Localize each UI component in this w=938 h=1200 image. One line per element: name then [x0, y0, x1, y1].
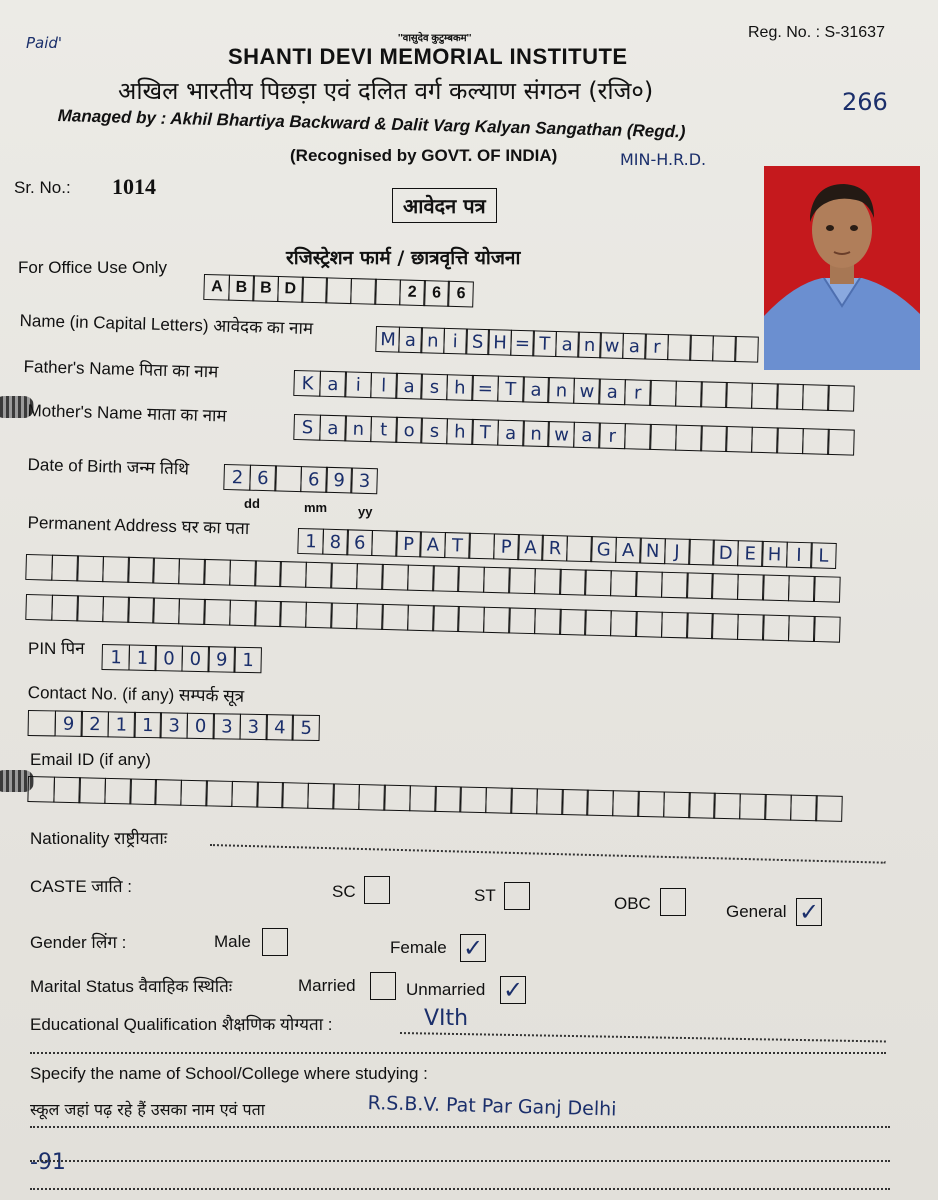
school-hindi-label: स्कूल जहां पढ़ रहे हैं उसका नाम एवं पता: [30, 1100, 265, 1119]
sr-no-label: Sr. No.:: [14, 178, 71, 197]
char-box[interactable]: [129, 778, 157, 805]
char-box[interactable]: [610, 570, 638, 597]
gender-female-checkbox[interactable]: ✓: [460, 934, 486, 962]
char-box[interactable]: [280, 601, 308, 628]
name-label: Name (in Capital Letters) आवेदक का नाम: [19, 310, 314, 339]
char-box[interactable]: [305, 562, 333, 589]
char-box[interactable]: [356, 563, 384, 590]
char-box[interactable]: [788, 575, 816, 602]
education-field[interactable]: [400, 1032, 886, 1042]
char-box[interactable]: E: [737, 540, 764, 567]
recognised-line: (Recognised by GOVT. OF INDIA): [290, 146, 558, 165]
char-box[interactable]: w: [548, 421, 576, 448]
char-box[interactable]: [751, 427, 779, 454]
char-box[interactable]: [282, 782, 310, 809]
gender-label: Gender लिंग :: [30, 933, 127, 952]
char-box[interactable]: 6: [300, 466, 328, 493]
char-box[interactable]: 0: [186, 713, 214, 739]
char-box[interactable]: [813, 576, 841, 603]
name-field[interactable]: [377, 326, 758, 363]
char-box[interactable]: [667, 334, 692, 361]
char-box[interactable]: [434, 786, 462, 813]
char-box[interactable]: L: [810, 542, 837, 569]
char-box[interactable]: [254, 600, 282, 627]
char-box[interactable]: A: [204, 274, 231, 301]
char-box[interactable]: [688, 792, 716, 819]
marital-unmarried-checkbox[interactable]: ✓: [500, 976, 526, 1004]
char-box[interactable]: n: [522, 420, 550, 447]
char-box[interactable]: [661, 572, 689, 599]
char-box[interactable]: R: [542, 535, 569, 562]
char-box[interactable]: P: [395, 531, 422, 558]
contact-label: Contact No. (if any) सम्पर्क सूत्र: [27, 682, 245, 706]
school-field-line-1[interactable]: [30, 1126, 890, 1128]
char-box[interactable]: [711, 573, 739, 600]
contact-field[interactable]: [30, 710, 321, 741]
nationality-field[interactable]: [210, 844, 886, 864]
char-box[interactable]: [409, 785, 437, 812]
char-box[interactable]: =: [471, 375, 499, 402]
char-box[interactable]: [508, 607, 536, 634]
caste-st-label: ST: [474, 886, 496, 905]
char-box[interactable]: [663, 791, 691, 818]
char-box[interactable]: a: [497, 420, 525, 447]
char-box[interactable]: [51, 555, 79, 582]
char-box[interactable]: 6: [423, 280, 450, 307]
char-box[interactable]: [51, 595, 79, 622]
char-box[interactable]: r: [644, 333, 669, 360]
char-box[interactable]: [333, 783, 361, 810]
char-box[interactable]: [802, 384, 830, 411]
char-box[interactable]: [624, 423, 652, 450]
char-box[interactable]: 1: [107, 711, 135, 737]
char-box[interactable]: [661, 612, 689, 639]
char-box[interactable]: r: [598, 422, 626, 449]
char-box[interactable]: [815, 795, 843, 822]
char-box[interactable]: I: [786, 542, 813, 569]
char-box[interactable]: a: [398, 327, 423, 354]
char-box[interactable]: o: [395, 417, 423, 444]
char-box[interactable]: [610, 610, 638, 637]
char-box[interactable]: [700, 425, 728, 452]
pin-label: PIN पिन: [28, 639, 85, 658]
char-box[interactable]: G: [590, 536, 617, 563]
char-box[interactable]: [534, 568, 562, 595]
char-box[interactable]: [153, 598, 181, 625]
char-box[interactable]: [612, 790, 640, 817]
char-box[interactable]: =: [510, 330, 535, 357]
char-box[interactable]: [635, 611, 663, 638]
caste-st-checkbox[interactable]: [504, 882, 530, 910]
char-box[interactable]: [689, 335, 714, 362]
char-box[interactable]: 9: [325, 467, 353, 494]
char-box[interactable]: n: [420, 327, 445, 354]
school-value: R.S.B.V. Pat Par Ganj Delhi: [367, 1092, 617, 1121]
char-box[interactable]: [559, 569, 587, 596]
char-box[interactable]: 1: [128, 645, 157, 672]
char-box[interactable]: a: [555, 331, 580, 358]
char-box[interactable]: [203, 599, 231, 626]
char-box[interactable]: h: [446, 418, 474, 445]
char-box[interactable]: 5: [292, 715, 320, 741]
reg-number: Reg. No. : S-31637: [748, 24, 885, 41]
char-box[interactable]: n: [577, 332, 602, 359]
char-box[interactable]: B: [252, 275, 279, 302]
char-box[interactable]: D: [277, 276, 304, 303]
char-box[interactable]: [762, 615, 790, 642]
char-box[interactable]: T: [471, 419, 499, 446]
char-box[interactable]: i: [344, 371, 372, 398]
char-box[interactable]: [675, 381, 703, 408]
char-box[interactable]: [739, 793, 767, 820]
char-box[interactable]: n: [548, 377, 576, 404]
marital-unmarried-label: Unmarried: [406, 980, 486, 999]
email-field[interactable]: [29, 776, 842, 822]
char-box[interactable]: [827, 385, 855, 412]
char-box[interactable]: [28, 776, 56, 803]
nationality-label: Nationality राष्ट्रीयताः: [30, 829, 168, 848]
marital-status-label: Marital Status वैवाहिक स्थितिः: [30, 977, 233, 996]
char-box[interactable]: [383, 785, 411, 812]
dob-dd-label: dd: [244, 496, 260, 511]
char-box[interactable]: [153, 558, 181, 585]
education-field-line-2[interactable]: [30, 1052, 886, 1054]
char-box[interactable]: [155, 779, 183, 806]
char-box[interactable]: [53, 777, 81, 804]
school-label: Specify the name of School/College where studying :: [30, 1064, 428, 1083]
dob-mm-label: mm: [304, 500, 328, 515]
char-box[interactable]: [802, 428, 830, 455]
char-box[interactable]: 1: [234, 647, 263, 674]
school-value-line-2: -91: [30, 1150, 66, 1175]
father-name-label: Father's Name पिता का नाम: [23, 356, 219, 382]
char-box[interactable]: 4: [266, 714, 294, 740]
char-box[interactable]: [381, 604, 409, 631]
char-box[interactable]: r: [624, 379, 652, 406]
char-box[interactable]: [432, 565, 460, 592]
char-box[interactable]: s: [421, 374, 449, 401]
char-box[interactable]: P: [493, 533, 520, 560]
char-box[interactable]: [330, 602, 358, 629]
char-box[interactable]: [350, 278, 377, 305]
char-box[interactable]: [254, 560, 282, 587]
education-label: Educational Qualification शैक्षणिक योग्यता :: [30, 1015, 333, 1034]
char-box[interactable]: 9: [54, 710, 82, 736]
char-box[interactable]: [649, 424, 677, 451]
applicant-photo: [764, 166, 920, 370]
char-box[interactable]: [776, 383, 804, 410]
form-number-hand: 266: [842, 88, 888, 116]
char-box[interactable]: [468, 533, 495, 560]
char-box[interactable]: [256, 782, 284, 809]
char-box[interactable]: 8: [322, 529, 349, 556]
address-line-3[interactable]: [27, 594, 840, 643]
char-box[interactable]: [827, 429, 855, 456]
portrait-icon: [764, 166, 920, 370]
char-box[interactable]: [104, 778, 132, 805]
char-box[interactable]: w: [573, 378, 601, 405]
char-box[interactable]: [305, 602, 333, 629]
char-box[interactable]: [371, 530, 398, 557]
char-box[interactable]: 3: [213, 713, 241, 739]
institute-name: SHANTI DEVI MEMORIAL INSTITUTE: [228, 44, 628, 69]
char-box[interactable]: A: [420, 531, 447, 558]
char-box[interactable]: [649, 380, 677, 407]
char-box[interactable]: [79, 777, 107, 804]
char-box[interactable]: [374, 279, 401, 306]
char-box[interactable]: [734, 336, 759, 363]
char-box[interactable]: T: [532, 330, 557, 357]
application-form-title: आवेदन पत्र: [392, 188, 497, 223]
char-box[interactable]: [635, 571, 663, 598]
dob-label: Date of Birth जन्म तिथि: [27, 454, 190, 479]
char-box[interactable]: [301, 277, 328, 304]
managed-by: Managed by : Akhil Bhartiya Backward & Dalit Varg Kalyan Sangathan (Regd.): [57, 106, 686, 142]
caste-label: CASTE जाति :: [30, 877, 132, 896]
char-box[interactable]: [460, 787, 488, 814]
char-box[interactable]: [776, 427, 804, 454]
char-box[interactable]: 3: [351, 468, 379, 495]
char-box[interactable]: [688, 539, 715, 566]
char-box[interactable]: [485, 787, 513, 814]
char-box[interactable]: [206, 780, 234, 807]
email-label: Email ID (if any): [30, 750, 151, 769]
char-box[interactable]: [675, 425, 703, 452]
char-box[interactable]: [559, 609, 587, 636]
char-box[interactable]: [725, 382, 753, 409]
char-box[interactable]: a: [598, 378, 626, 405]
address-label: Permanent Address घर का पता: [27, 512, 250, 539]
caste-general-checkbox[interactable]: ✓: [796, 898, 822, 926]
char-box[interactable]: n: [344, 415, 372, 442]
char-box[interactable]: [432, 605, 460, 632]
caste-sc-checkbox[interactable]: [364, 876, 390, 904]
char-box[interactable]: [127, 557, 155, 584]
char-box[interactable]: [711, 613, 739, 640]
char-box[interactable]: [76, 555, 104, 582]
char-box[interactable]: a: [395, 373, 423, 400]
char-box[interactable]: [686, 572, 714, 599]
char-box[interactable]: [407, 565, 435, 592]
char-box[interactable]: [457, 566, 485, 593]
char-box[interactable]: A: [615, 537, 642, 564]
char-box[interactable]: [508, 567, 536, 594]
char-box[interactable]: T: [444, 532, 471, 559]
caste-obc-checkbox[interactable]: [660, 888, 686, 916]
char-box[interactable]: a: [522, 376, 550, 403]
char-box[interactable]: t: [370, 416, 398, 443]
char-box[interactable]: S: [465, 328, 490, 355]
char-box[interactable]: [712, 335, 737, 362]
char-box[interactable]: A: [517, 534, 544, 561]
mother-name-label: Mother's Name माता का नाम: [27, 400, 227, 426]
caste-sc-label: SC: [332, 882, 356, 901]
corner-note: Paid': [26, 34, 63, 52]
char-box[interactable]: [725, 426, 753, 453]
char-box[interactable]: [356, 603, 384, 630]
char-box[interactable]: a: [319, 415, 347, 442]
char-box[interactable]: [686, 612, 714, 639]
char-box[interactable]: H: [761, 541, 788, 568]
char-box[interactable]: [102, 596, 130, 623]
char-box[interactable]: [229, 600, 257, 627]
char-box[interactable]: [231, 781, 259, 808]
gender-female-label: Female: [390, 938, 447, 957]
char-box[interactable]: [536, 788, 564, 815]
pin-field[interactable]: [103, 644, 262, 673]
char-box[interactable]: [28, 710, 56, 736]
char-box[interactable]: s: [421, 418, 449, 445]
caste-obc-label: OBC: [614, 894, 651, 913]
char-box[interactable]: [561, 789, 589, 816]
char-box[interactable]: a: [573, 422, 601, 449]
char-box[interactable]: [737, 574, 765, 601]
char-box[interactable]: M: [376, 326, 401, 353]
char-box[interactable]: 0: [181, 646, 210, 673]
char-box[interactable]: S: [294, 414, 322, 441]
char-box[interactable]: 6: [346, 529, 373, 556]
dob-field[interactable]: [225, 464, 378, 494]
education-value: VIth: [424, 1006, 469, 1031]
char-box[interactable]: [510, 788, 538, 815]
char-box[interactable]: N: [639, 537, 666, 564]
char-box[interactable]: [203, 559, 231, 586]
char-box[interactable]: [737, 614, 765, 641]
recognised-hand-note: MIN-H.R.D.: [620, 150, 707, 169]
char-box[interactable]: 3: [239, 714, 267, 740]
char-box[interactable]: [762, 575, 790, 602]
char-box[interactable]: 2: [224, 464, 252, 491]
char-box[interactable]: [178, 598, 206, 625]
office-use-boxes[interactable]: [205, 274, 474, 307]
char-box[interactable]: [751, 383, 779, 410]
char-box[interactable]: [700, 381, 728, 408]
char-box[interactable]: B: [228, 275, 255, 302]
char-box[interactable]: [381, 564, 409, 591]
char-box[interactable]: l: [370, 372, 398, 399]
org-hindi-name: अखिल भारतीय पिछड़ा एवं दलित वर्ग कल्याण संगठन (रजि०): [118, 77, 654, 105]
char-box[interactable]: J: [664, 538, 691, 565]
char-box[interactable]: i: [443, 328, 468, 355]
address-line-1[interactable]: [299, 528, 836, 569]
char-box[interactable]: [307, 783, 335, 810]
char-box[interactable]: 3: [160, 712, 188, 738]
char-box[interactable]: [764, 794, 792, 821]
char-box[interactable]: a: [622, 333, 647, 360]
char-box[interactable]: [483, 567, 511, 594]
sr-no-value: 1014: [112, 174, 156, 199]
char-box[interactable]: 2: [399, 279, 426, 306]
char-box[interactable]: [330, 562, 358, 589]
school-field-line-3[interactable]: [30, 1188, 890, 1190]
char-box[interactable]: [407, 605, 435, 632]
char-box[interactable]: [637, 791, 665, 818]
char-box[interactable]: T: [497, 376, 525, 403]
char-box[interactable]: [26, 554, 54, 581]
char-box[interactable]: 9: [207, 646, 236, 673]
mother-name-field[interactable]: [295, 414, 854, 456]
char-box[interactable]: [180, 780, 208, 807]
char-box[interactable]: D: [712, 540, 739, 567]
char-box[interactable]: 6: [448, 281, 475, 308]
dob-yy-label: yy: [358, 504, 373, 519]
char-box[interactable]: [280, 561, 308, 588]
char-box[interactable]: h: [446, 374, 474, 401]
gender-male-label: Male: [214, 932, 251, 951]
char-box[interactable]: [178, 558, 206, 585]
char-box[interactable]: [584, 610, 612, 637]
marital-married-checkbox[interactable]: [370, 972, 396, 1000]
form-subtitle: रजिस्ट्रेशन फार्म / छात्रवृत्ति योजना: [286, 247, 521, 269]
char-box[interactable]: [584, 570, 612, 597]
char-box[interactable]: [274, 465, 302, 492]
char-box[interactable]: 2: [81, 711, 109, 737]
char-box[interactable]: 6: [249, 465, 277, 492]
motto: ''वासुदेव कुटुम्बकम'': [398, 33, 472, 44]
char-box[interactable]: [534, 608, 562, 635]
char-box[interactable]: [714, 793, 742, 820]
gender-male-checkbox[interactable]: [262, 928, 288, 956]
char-box[interactable]: [326, 277, 353, 304]
char-box[interactable]: [127, 597, 155, 624]
char-box[interactable]: 1: [102, 644, 131, 671]
marital-married-label: Married: [298, 976, 356, 995]
char-box[interactable]: 0: [155, 645, 184, 672]
char-box[interactable]: [76, 595, 104, 622]
char-box[interactable]: H: [488, 329, 513, 356]
char-box[interactable]: a: [319, 371, 347, 398]
father-name-field[interactable]: [295, 370, 854, 412]
char-box[interactable]: [788, 615, 816, 642]
char-box[interactable]: [587, 790, 615, 817]
char-box[interactable]: 1: [298, 528, 325, 555]
char-box[interactable]: [102, 556, 130, 583]
char-box[interactable]: [566, 535, 593, 562]
char-box[interactable]: 1: [134, 712, 162, 738]
office-use-label: For Office Use Only: [18, 258, 167, 277]
caste-general-label: General: [726, 902, 787, 921]
char-box[interactable]: [26, 594, 54, 621]
char-box[interactable]: [358, 784, 386, 811]
char-box[interactable]: w: [600, 332, 625, 359]
school-field-line-2[interactable]: [30, 1160, 890, 1162]
char-box[interactable]: [483, 607, 511, 634]
char-box[interactable]: [457, 606, 485, 633]
char-box[interactable]: [229, 560, 257, 587]
char-box[interactable]: [813, 616, 841, 643]
char-box[interactable]: [790, 795, 818, 822]
char-box[interactable]: K: [294, 370, 322, 397]
